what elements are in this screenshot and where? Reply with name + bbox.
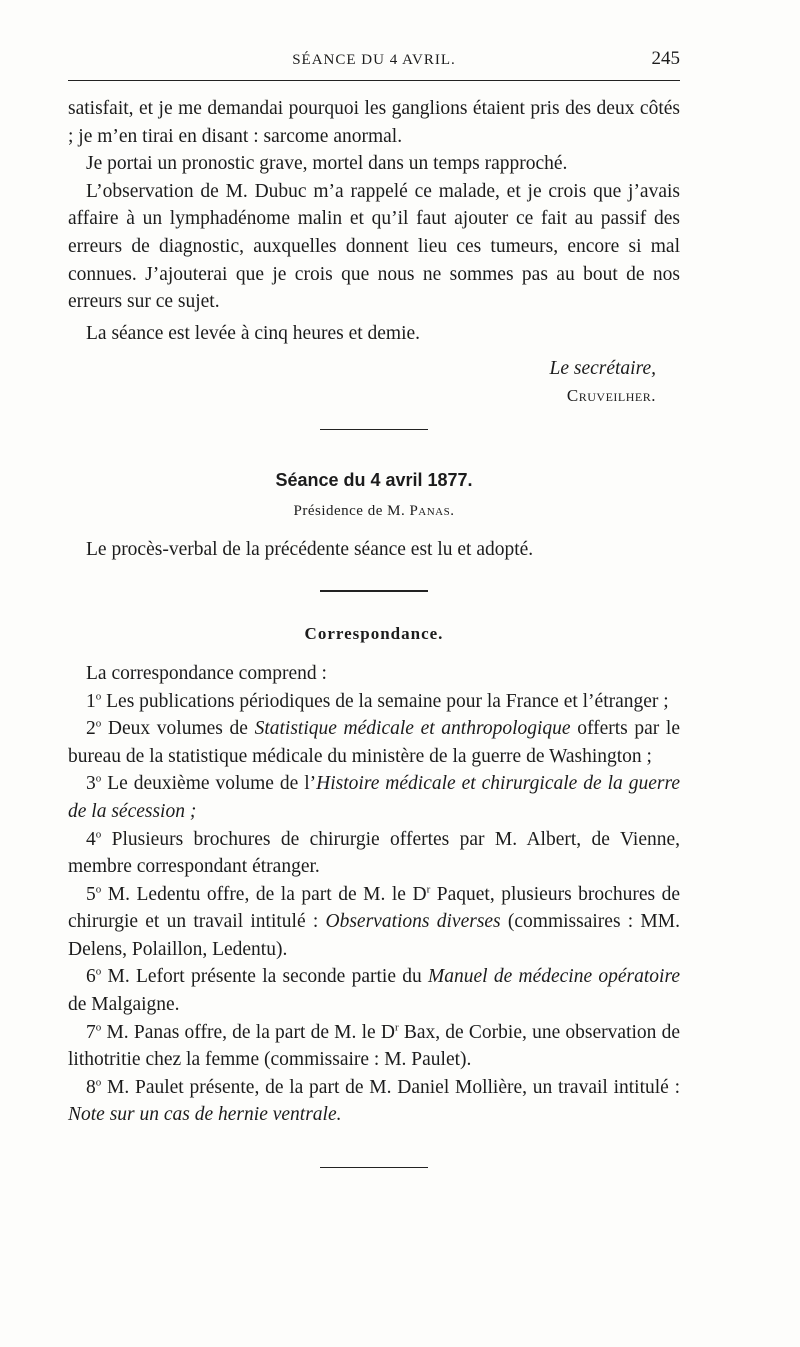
item-number: 7 [86, 1021, 96, 1043]
item-number: 8 [86, 1076, 96, 1098]
item-text: de Malgaigne. [68, 994, 180, 1016]
item-title: Statistique médicale et anthropologique [254, 718, 571, 740]
item-text: M. Panas offre, de la part de M. le D [106, 1021, 395, 1043]
signature [68, 355, 656, 409]
item-number: 3 [86, 773, 96, 795]
item-number: 1 [86, 690, 96, 712]
item-number: 6 [86, 966, 96, 988]
page-number: 245 [651, 48, 680, 69]
paragraph: L’observation de M. Dubuc m’a rappelé ce malade, et je crois que j’avais affaire à un lymphadénome malin et qu’il faut ajouter ce fait au passif des erreurs de diagnostic, auxquelles donnent lieu ces tumeurs, encore si mal connues. J’ajouterai que je crois que nous ne sommes pas au bout de nos erreurs sur ce sujet. [68, 180, 680, 313]
running-title: SÉANCE DU 4 AVRIL. [292, 52, 456, 68]
item-text: M. Ledentu offre, de la part de M. le D [107, 883, 427, 905]
item-text: Le deuxième volume de l’ [107, 773, 317, 795]
item-number: 5 [86, 883, 96, 905]
correspondance-heading: Correspondance. [304, 623, 444, 643]
item-number: 2 [86, 718, 96, 740]
proces-verbal: Le procès-verbal de la précédente séance est lu et adopté. [86, 539, 534, 561]
running-header [68, 44, 680, 81]
item-text: offerts par le bureau de la statistique médicale du ministère de la guerre de Washington ; [68, 718, 681, 767]
section-divider [320, 429, 428, 430]
superscript: r [426, 883, 431, 896]
item-title: Histoire médicale et chirurgicale de la guerre de la sécession ; [68, 773, 680, 822]
paragraph: La séance est levée à cinq heures et demie. [86, 322, 421, 344]
list-item: 6$^o$ M. Lefort présente la seconde partie du Manuel de médecine opératoire de Malgaigne. [68, 965, 680, 1016]
list-item: 7$^o$ M. Panas offre, de la part de M. le $D^r$ Bax, de Corbie, une observation de lithotritie chez la femme (commissaire : M. Paulet). [68, 1021, 681, 1071]
item-number: 4 [86, 828, 96, 850]
list-item: 2$^o$ Deux volumes de Statistique médicale et anthropologique offerts par le bureau de la statistique médicale du ministère de la guerre de Washington ; [68, 717, 681, 767]
item-text: M. Lefort présente la seconde partie du [107, 966, 429, 988]
item-text: (commissaires : MM. Delens, Polaillon, Ledentu). [68, 911, 680, 960]
list-item: 4$^o$ Plusieurs brochures de chirurgie offertes par M. Albert, de Vienne, membre correspondant étranger. [68, 828, 681, 878]
presidence [68, 503, 680, 520]
presidence-name: Panas. [409, 503, 455, 520]
item-text: M. Paulet présente, de la part de M. Daniel Mollière, un travail intitulé : [107, 1076, 680, 1098]
paragraph: Je portai un pronostic grave, mortel dans un temps rapproché. [86, 153, 568, 175]
paragraph: satisfait, et je me demandai pourquoi les ganglions étaient pris des deux côtés ; je m’en tirai en disant : sarcome anormal. [68, 98, 680, 147]
item-text: Plusieurs brochures de chirurgie offertes par M. Albert, de Vienne, membre correspondant étranger. [68, 828, 681, 878]
item-title: Observations diverses [325, 911, 501, 933]
session-title: Séance du 4 avril 1877. [275, 470, 473, 491]
closing-text [68, 95, 680, 347]
section-divider [320, 590, 428, 592]
item-title: Manuel de médecine opératoire [428, 966, 680, 988]
correspondance-intro: La correspondance comprend : [86, 662, 327, 684]
list-item: 3$^o$ Le deuxième volume de l’Histoire médicale et chirurgicale de la guerre de la sécession ; [68, 772, 680, 822]
item-text: Bax, de Corbie, une observation de lithotritie chez la femme (commissaire : M. Paulet). [68, 1021, 681, 1071]
item-text: Paquet, plusieurs brochures de chirurgie et un travail intitulé : [68, 883, 680, 933]
list-item: 8$^o$ M. Paulet présente, de la part de M. Daniel Mollière, un travail intitulé : Note sur un cas de hernie ventrale. [68, 1076, 680, 1126]
page [68, 44, 680, 1168]
signature-role: Le secrétaire, [549, 358, 656, 380]
superscript: r [394, 1021, 399, 1034]
item-title: Note sur un cas de hernie ventrale. [68, 1104, 342, 1126]
list-item: 5$^o$ M. Ledentu offre, de la part de M. le $D^r$ Paquet, plusieurs brochures de chirurgie et un travail intitulé : Observations diverses (commissaires : MM. Delens, Polaillon, Ledentu). [68, 883, 680, 960]
signature-name: Cruveilher. [566, 386, 656, 406]
list-item: 1$^o$ Les publications périodiques de la semaine pour la France et l’étranger ; [86, 690, 669, 712]
item-text: Deux volumes de [107, 718, 255, 740]
presidence-prefix: Présidence de M. [293, 503, 406, 520]
section-divider [320, 1167, 428, 1168]
item-text: Les publications périodiques de la semaine pour la France et l’étranger ; [106, 690, 669, 712]
